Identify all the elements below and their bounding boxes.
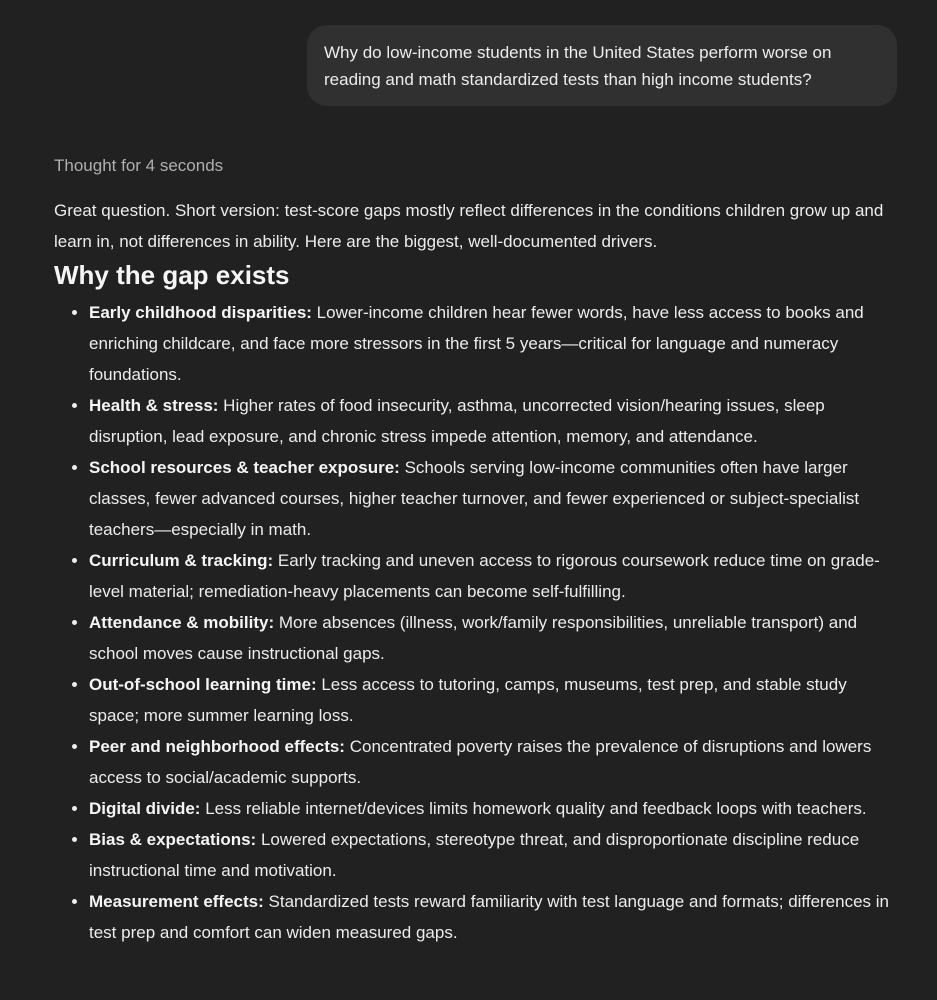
item-text: Early tracking and uneven access to rigorous coursework reduce time on grade-level material; remediation-heavy placements can become self-fulfilling. [89, 551, 880, 601]
item-title: Measurement effects: [89, 892, 264, 911]
item-text: Lower-income children hear fewer words, have less access to books and enriching childcare, and face more stressors in the first 5 years—critical for language and numeracy foundations. [89, 303, 864, 384]
assistant-response [54, 195, 899, 948]
list-item [89, 390, 899, 452]
list-item [89, 824, 899, 886]
item-text: Schools serving low-income communities often have larger classes, fewer advanced courses, higher teacher turnover, and fewer experienced or subject-specialist teachers—especially in math. [89, 458, 860, 539]
list-item [89, 297, 899, 390]
item-title: Digital divide: [89, 799, 201, 818]
list-item [89, 731, 899, 793]
item-title: Health & stress: [89, 396, 219, 415]
item-text: Less reliable internet/devices limits homework quality and feedback loops with teachers. [200, 799, 867, 818]
list-item [89, 669, 899, 731]
intro-paragraph: Great question. Short version: test-score gaps mostly reflect differences in the conditions children grow up and learn in, not differences in ability. Here are the biggest, well-documented drivers. [54, 201, 884, 251]
item-text: Standardized tests reward familiarity with test language and formats; differences in test prep and comfort can widen measured gaps. [89, 892, 890, 942]
list-item [89, 793, 899, 824]
item-text: Lowered expectations, stereotype threat, and disproportionate discipline reduce instructional time and motivation. [89, 830, 860, 880]
item-title: School resources & teacher exposure: [89, 458, 400, 477]
item-title: Early childhood disparities: [89, 303, 312, 322]
list-item [89, 545, 899, 607]
item-title: Peer and neighborhood effects: [89, 737, 345, 756]
item-title: Bias & expectations: [89, 830, 257, 849]
list-item [89, 607, 899, 669]
item-title: Out-of-school learning time: [89, 675, 317, 694]
section-heading: Why the gap exists [54, 260, 290, 290]
item-text: Less access to tutoring, camps, museums, test prep, and stable study space; more summer learning loss. [89, 675, 847, 725]
item-text: Higher rates of food insecurity, asthma, uncorrected vision/hearing issues, sleep disruption, lead exposure, and chronic stress impede attention, memory, and attendance. [89, 396, 825, 446]
user-message-bubble: Why do low-income students in the United States perform worse on reading and math standardized tests than high income students? [307, 25, 897, 106]
item-text: Concentrated poverty raises the prevalence of disruptions and lowers access to social/academic supports. [89, 737, 872, 787]
list-item [89, 886, 899, 948]
item-title: Attendance & mobility: [89, 613, 275, 632]
drivers-list [54, 297, 899, 948]
item-title: Curriculum & tracking: [89, 551, 274, 570]
thought-duration-toggle[interactable]: Thought for 4 seconds [54, 156, 224, 175]
list-item [89, 452, 899, 545]
item-text: More absences (illness, work/family responsibilities, unreliable transport) and school moves cause instructional gaps. [89, 613, 858, 663]
